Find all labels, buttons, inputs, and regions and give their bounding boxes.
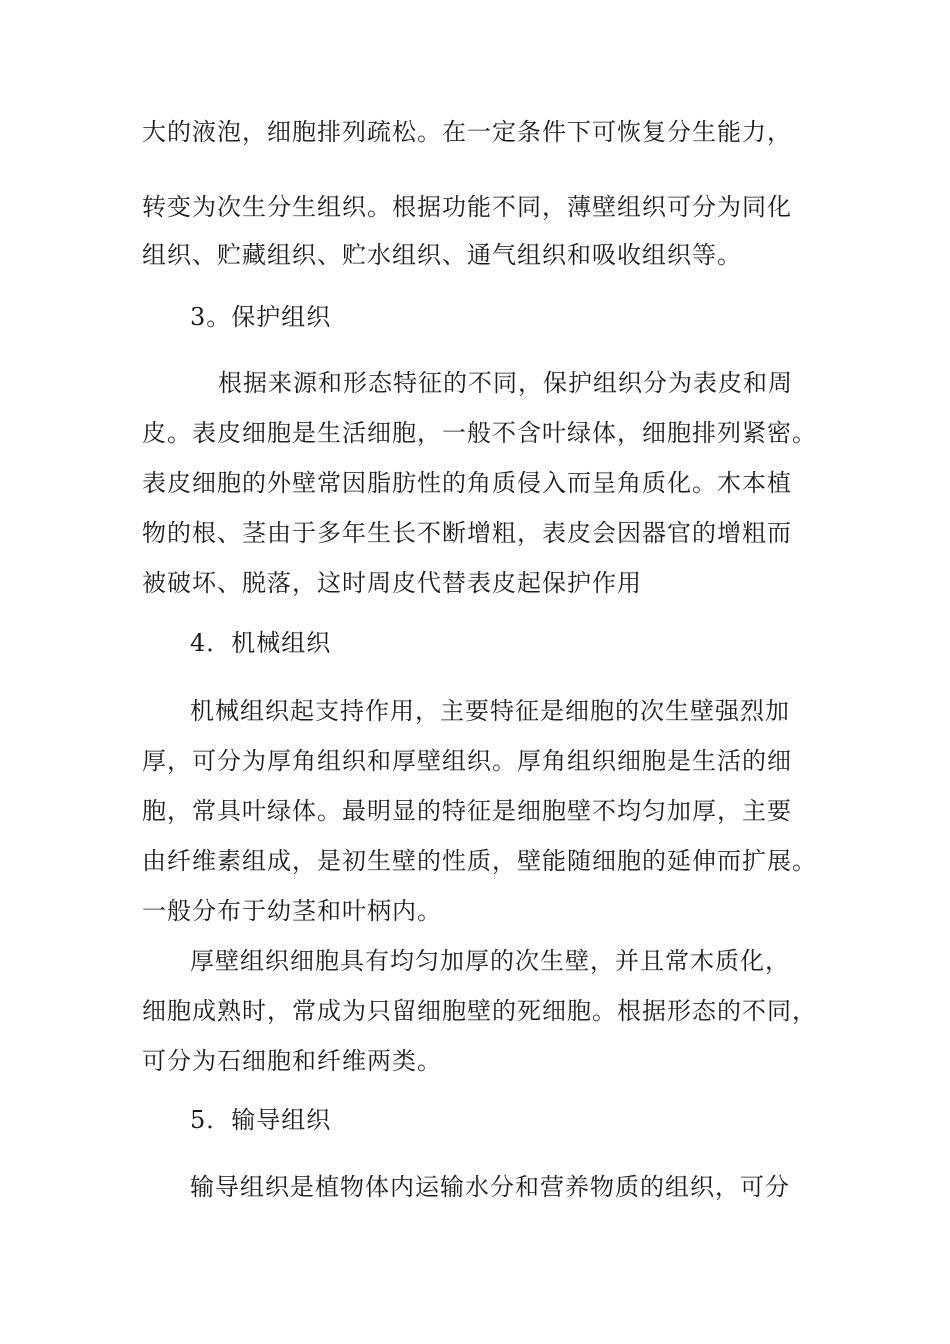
text-line: 物的根、茎由于多年生长不断增粗，表皮会因器官的增粗而 <box>142 519 792 547</box>
text-line: 转变为次生分生组织。根据功能不同，薄壁组织可分为同化 <box>142 193 792 221</box>
text-line: 细胞成熟时，常成为只留细胞壁的死细胞。根据形态的不同， <box>142 997 817 1025</box>
text-line: 由纤维素组成，是初生壁的性质，壁能随细胞的延伸而扩展。 <box>142 847 817 875</box>
text-line: 大的液泡，细胞排列疏松。在一定条件下可恢复分生能力， <box>142 118 792 146</box>
section-heading: 5．输导组织 <box>190 1106 332 1134</box>
text-line: 厚壁组织细胞具有均匀加厚的次生壁，并且常木质化， <box>190 947 790 975</box>
text-line: 被破坏、脱落，这时周皮代替表皮起保护作用 <box>142 569 642 597</box>
section-heading: 3。保护组织 <box>190 303 332 331</box>
text-line: 皮。表皮细胞是生活细胞，一般不含叶绿体，细胞排列紧密。 <box>142 419 817 447</box>
text-line: 表皮细胞的外壁常因脂肪性的角质侵入而呈角质化。木本植 <box>142 469 792 497</box>
text-line: 机械组织起支持作用，主要特征是细胞的次生壁强烈加 <box>190 697 790 725</box>
text-line: 输导组织是植物体内运输水分和营养物质的组织，可分 <box>190 1173 790 1201</box>
text-line: 一般分布于幼茎和叶柄内。 <box>142 897 442 925</box>
text-line: 厚，可分为厚角组织和厚壁组织。厚角组织细胞是生活的细 <box>142 747 792 775</box>
text-line: 可分为石细胞和纤维两类。 <box>142 1047 442 1075</box>
text-line: 胞，常具叶绿体。最明显的特征是细胞壁不均匀加厚，主要 <box>142 797 792 825</box>
text-line: 根据来源和形态特征的不同，保护组织分为表皮和周 <box>218 369 793 397</box>
text-line: 组织、贮藏组织、贮水组织、通气组织和吸收组织等。 <box>142 241 742 269</box>
section-heading: 4．机械组织 <box>190 629 332 657</box>
